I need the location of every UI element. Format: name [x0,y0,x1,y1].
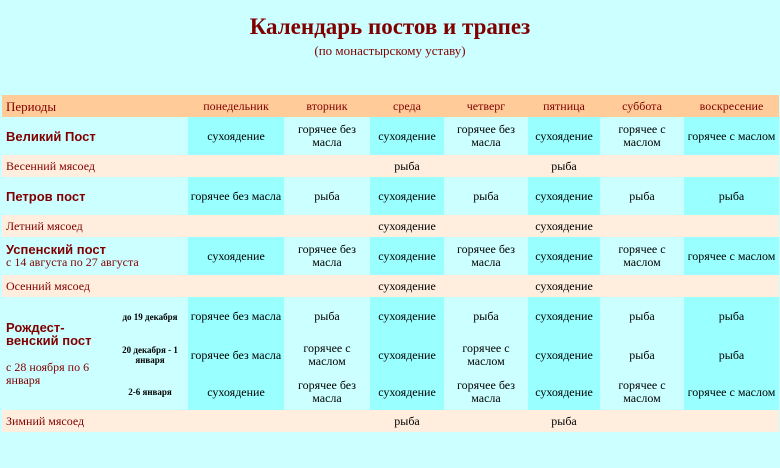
table-cell: сухоядение [528,237,600,275]
table-cell [188,410,284,432]
table-cell: сухоядение [188,237,284,275]
table-cell [188,275,284,297]
column-header-sunday: воскресение [684,95,779,117]
table-row-spring-meat [2,155,779,177]
table-cell: горячее с маслом [444,336,528,374]
column-header-periods: Периоды [2,95,188,117]
period-dates: с 14 августа по 27 августа [6,255,139,269]
table-cell: сухоядение [528,117,600,155]
table-cell: сухоядение [528,374,600,410]
table-cell: горячее с маслом [684,117,779,155]
subperiod-label: до 19 декабря [112,297,188,336]
table-cell [684,410,779,432]
table-cell [684,275,779,297]
table-cell [284,155,370,177]
table-cell: сухоядение [370,336,444,374]
table-cell: рыба [528,155,600,177]
period-label [2,297,112,410]
table-cell [444,215,528,237]
subperiod-label: 20 декабря - 1 января [112,336,188,374]
table-cell: горячее с маслом [684,237,779,275]
period-label: Весенний мясоед [2,155,188,177]
table-cell: сухоядение [528,275,600,297]
column-header-wednesday: среда [370,95,444,117]
table-cell [284,215,370,237]
table-cell: рыба [444,297,528,336]
table-cell [600,155,684,177]
column-header-monday: понедельник [188,95,284,117]
table-cell: сухоядение [370,297,444,336]
table-cell [444,155,528,177]
table-cell: сухоядение [370,117,444,155]
table-cell [600,275,684,297]
period-label: Осенний мясоед [2,275,188,297]
table-row-peter-fast [2,177,779,215]
table-row-dormition-fast [2,237,779,275]
table-cell: горячее без масла [188,177,284,215]
table-cell: горячее с маслом [600,237,684,275]
table-cell: горячее без масла [188,336,284,374]
table-cell: сухоядение [528,297,600,336]
table-cell: горячее без масла [284,237,370,275]
table-cell: сухоядение [370,215,444,237]
table-cell: рыба [684,177,779,215]
table-cell: рыба [600,297,684,336]
table-cell: горячее без масла [188,297,284,336]
column-header-friday: пятница [528,95,600,117]
table-cell: рыба [684,336,779,374]
table-row-nativity-fast-1 [2,297,779,336]
table-header-row [2,95,779,117]
table-row-winter-meat [2,410,779,432]
fasting-calendar-table [2,95,779,432]
table-cell: сухоядение [188,374,284,410]
period-name: Успенский пост [6,242,106,257]
table-cell: сухоядение [528,215,600,237]
subperiod-label: 2-6 января [112,374,188,410]
period-dates: с 28 ноября по 6 января [6,359,90,387]
table-cell: рыба [370,155,444,177]
table-cell [600,215,684,237]
period-label [2,237,188,275]
table-cell: рыба [370,410,444,432]
table-cell: сухоядение [188,117,284,155]
table-cell: горячее с маслом [684,374,779,410]
table-cell: горячее без масла [444,117,528,155]
column-header-tuesday: вторник [284,95,370,117]
table-cell: горячее без масла [284,374,370,410]
table-cell: горячее без масла [444,237,528,275]
table-cell: рыба [684,297,779,336]
table-cell: сухоядение [370,374,444,410]
table-cell: горячее с маслом [600,374,684,410]
table-row-autumn-meat [2,275,779,297]
table-row-nativity-fast-2 [2,336,779,374]
table-cell: рыба [600,177,684,215]
table-cell: сухоядение [370,177,444,215]
table-cell: рыба [284,297,370,336]
period-label: Великий Пост [2,117,188,155]
table-cell [600,410,684,432]
table-cell [188,215,284,237]
table-cell: горячее без масла [284,117,370,155]
table-cell [444,410,528,432]
period-name: Рождест-венский пост [6,319,92,348]
table-cell: сухоядение [370,275,444,297]
table-row-great-lent [2,117,779,155]
table-cell: рыба [284,177,370,215]
table-cell [188,155,284,177]
table-cell [684,155,779,177]
table-cell [284,410,370,432]
period-label: Летний мясоед [2,215,188,237]
table-cell: горячее без масла [444,374,528,410]
table-cell: горячее с маслом [600,117,684,155]
column-header-thursday: четверг [444,95,528,117]
period-label: Зимний мясоед [2,410,188,432]
period-label: Петров пост [2,177,188,215]
page-title: Календарь постов и трапез [249,14,531,39]
table-cell [684,215,779,237]
page-subtitle: (по монастырскому уставу) [314,43,466,58]
table-row-nativity-fast-3 [2,374,779,410]
table-cell [444,275,528,297]
table-cell: сухоядение [370,237,444,275]
table-cell [284,275,370,297]
table-row-summer-meat [2,215,779,237]
table-cell: рыба [600,336,684,374]
table-cell: сухоядение [528,336,600,374]
table-cell: горячее с маслом [284,336,370,374]
table-cell: рыба [444,177,528,215]
table-cell: рыба [528,410,600,432]
column-header-saturday: суббота [600,95,684,117]
table-cell: сухоядение [528,177,600,215]
